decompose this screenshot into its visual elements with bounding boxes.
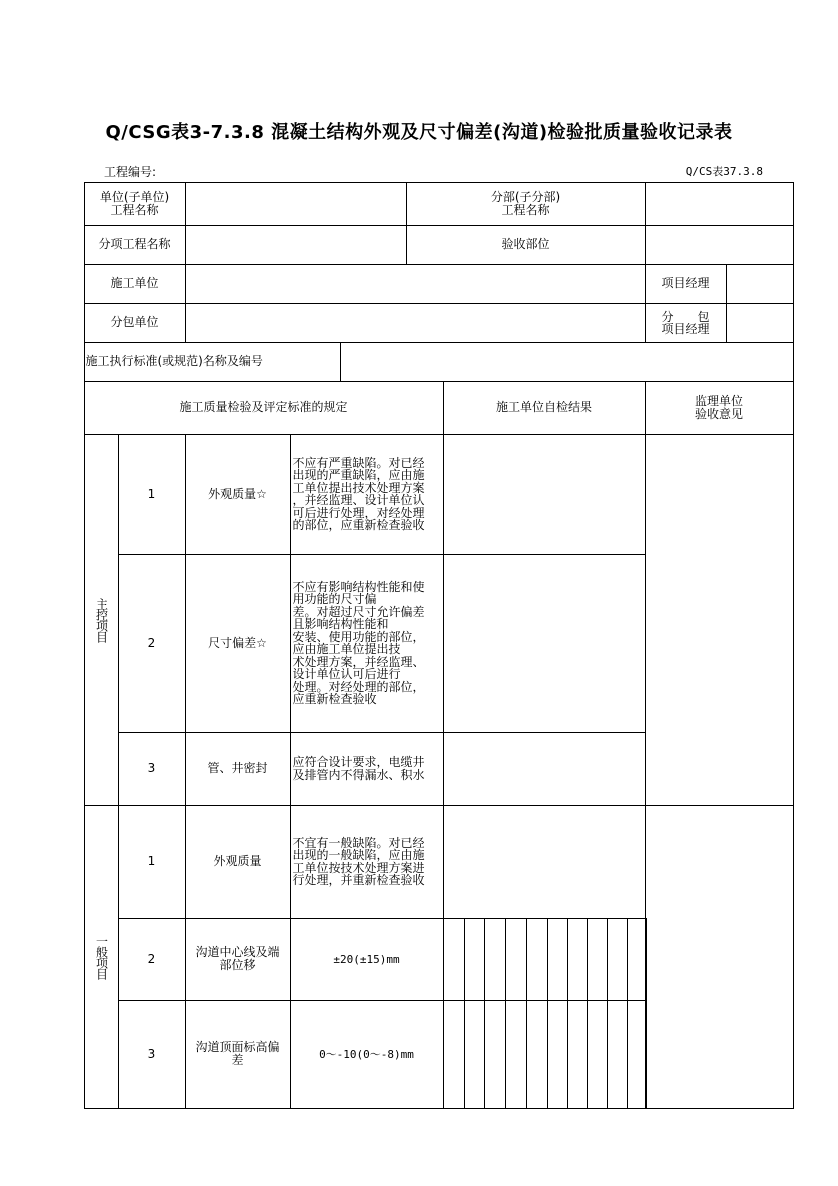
main-supervisor-opinion[interactable] <box>645 434 794 806</box>
main-item-3-no: 3 <box>118 732 186 806</box>
general-item-3-measure-2[interactable] <box>464 1000 485 1109</box>
general-item-3-requirement: 0～-10(0～-8)mm <box>290 1000 444 1109</box>
general-item-1-result[interactable] <box>443 805 646 919</box>
general-items-label: 一般项目 <box>94 934 109 979</box>
main-items-label: 主控项目 <box>94 597 109 642</box>
general-item-2-requirement: ±20(±15)mm <box>290 918 444 1001</box>
general-item-2-no: 2 <box>118 918 186 1001</box>
sub-project-manager-label: 分 包 项目经理 <box>645 303 727 343</box>
general-item-3-measure-5[interactable] <box>526 1000 548 1109</box>
standard-field[interactable] <box>340 342 794 382</box>
form-title: Q/CSG表3-7.3.8 混凝土结构外观及尺寸偏差(沟道)检验批质量验收记录表 <box>105 122 733 143</box>
general-item-2-measure-1[interactable] <box>443 918 465 1001</box>
sub-project-manager-field[interactable] <box>726 303 794 343</box>
main-item-1-requirement: 不应有严重缺陷。对已经 出现的严重缺陷，应由施 工单位提出技术处理方案 ，并经监理、设计单位认 可后进行处理，对经处理 的部位，应重新检查验收 <box>290 434 444 555</box>
main-items-label-cell <box>84 434 119 806</box>
general-item-3-measure-3[interactable] <box>484 1000 506 1109</box>
unit-project-field[interactable] <box>185 182 407 226</box>
general-item-3-measure-4[interactable] <box>505 1000 527 1109</box>
main-item-2-no: 2 <box>118 554 186 733</box>
main-item-2-name: 尺寸偏差☆ <box>185 554 291 733</box>
general-item-1-no: 1 <box>118 805 186 919</box>
general-item-2-measure-9[interactable] <box>607 918 628 1001</box>
main-item-2-result[interactable] <box>443 554 646 733</box>
main-item-3-result[interactable] <box>443 732 646 806</box>
general-item-2-name: 沟道中心线及端 部位移 <box>185 918 291 1001</box>
contractor-field[interactable] <box>185 264 646 304</box>
general-item-3-measure-8[interactable] <box>587 1000 608 1109</box>
general-item-3-measure-9[interactable] <box>607 1000 628 1109</box>
supervisor-column-header: 监理单位 验收意见 <box>645 381 794 435</box>
unit-project-label: 单位(子单位) 工程名称 <box>84 182 186 226</box>
main-item-3-requirement: 应符合设计要求，电缆井 及排管内不得漏水、积水 <box>290 732 444 806</box>
general-item-3-no: 3 <box>118 1000 186 1109</box>
general-item-2-measure-6[interactable] <box>547 918 568 1001</box>
subcontractor-label: 分包单位 <box>84 303 186 343</box>
spec-column-header: 施工质量检验及评定标准的规定 <box>84 381 444 435</box>
main-item-3-name: 管、井密封 <box>185 732 291 806</box>
project-number-label: 工程编号: <box>104 165 157 179</box>
general-supervisor-opinion[interactable] <box>645 805 794 1109</box>
general-items-label-cell <box>84 805 119 1109</box>
general-item-1-requirement: 不宜有一般缺陷。对已经 出现的一般缺陷，应由施 工单位按技术处理方案进 行处理，并重新检查验收 <box>290 805 444 919</box>
general-item-2-measure-10[interactable] <box>627 918 647 1001</box>
project-manager-field[interactable] <box>726 264 794 304</box>
self-check-column-header: 施工单位自检结果 <box>443 381 646 435</box>
general-item-3-measure-10[interactable] <box>627 1000 647 1109</box>
project-manager-label: 项目经理 <box>645 264 727 304</box>
general-item-2-measure-2[interactable] <box>464 918 485 1001</box>
standard-label: 施工执行标准(或规范)名称及编号 <box>84 342 341 382</box>
form-code: Q/CS表37.3.8 <box>685 165 763 178</box>
item-project-label: 分项工程名称 <box>84 225 186 265</box>
main-item-1-name: 外观质量☆ <box>185 434 291 555</box>
general-item-1-name: 外观质量 <box>185 805 291 919</box>
item-project-field[interactable] <box>185 225 407 265</box>
general-item-3-name: 沟道顶面标高偏 差 <box>185 1000 291 1109</box>
acceptance-part-field[interactable] <box>645 225 794 265</box>
sub-project-field[interactable] <box>645 182 794 226</box>
subcontractor-field[interactable] <box>185 303 646 343</box>
general-item-3-measure-1[interactable] <box>443 1000 465 1109</box>
general-item-2-measure-4[interactable] <box>505 918 527 1001</box>
general-item-2-measure-7[interactable] <box>567 918 588 1001</box>
general-item-2-measure-5[interactable] <box>526 918 548 1001</box>
main-item-1-result[interactable] <box>443 434 646 555</box>
sub-project-label: 分部(子分部) 工程名称 <box>406 182 646 226</box>
main-item-1-no: 1 <box>118 434 186 555</box>
acceptance-part-label: 验收部位 <box>406 225 646 265</box>
general-item-3-measure-6[interactable] <box>547 1000 568 1109</box>
main-item-2-requirement: 不应有影响结构性能和使 用功能的尺寸偏 差。对超过尺寸允许偏差 且影响结构性能和 安装、使用功能的部位， 应由施工单位提出技 术处理方案，并经监理、 设计单位认可后进行 处理。对经处理的部位， 应重新检查验收 <box>290 554 444 733</box>
contractor-label: 施工单位 <box>84 264 186 304</box>
general-item-2-measure-3[interactable] <box>484 918 506 1001</box>
general-item-2-measure-8[interactable] <box>587 918 608 1001</box>
general-item-3-measure-7[interactable] <box>567 1000 588 1109</box>
